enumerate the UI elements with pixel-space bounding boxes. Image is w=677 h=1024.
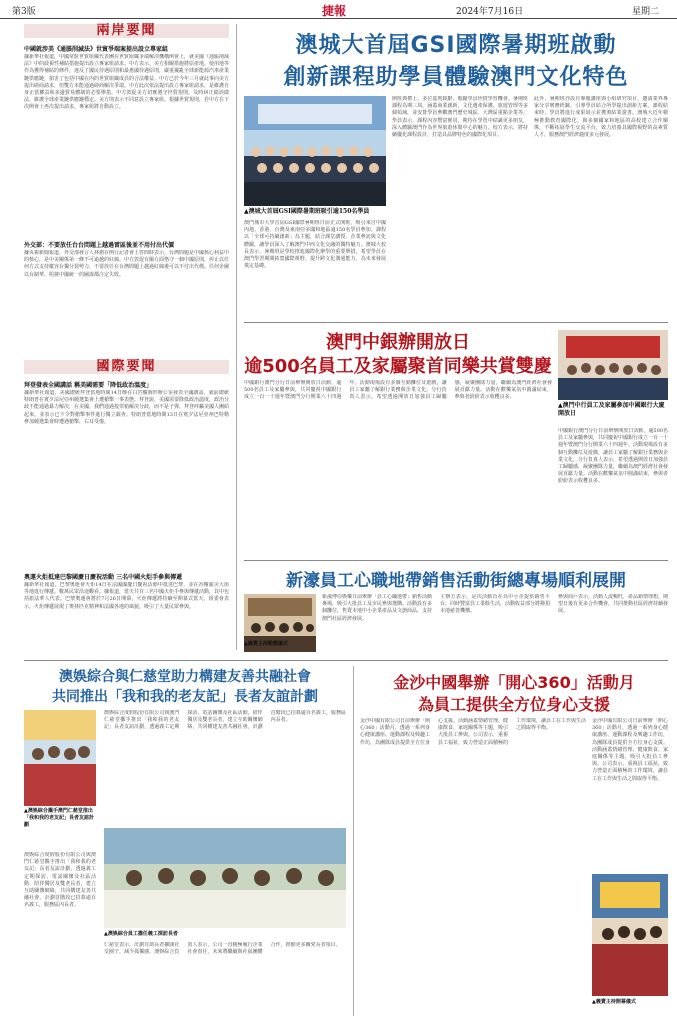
lead-body-col1: 澳門城市大學首屆GSI國際暑期班日前正式開班，吸引來自中國內地、香港、台灣及東南亞多國和地區逾150名學員參加。課程以「全球可持續創新」為主題，結合課堂講授、企業參訪與文化體驗，讓學員深入了解澳門中西文化交融的獨特魅力。澳城大校長表示，暑期班是學校推進國際化辦學的重要舉措，希望學員在澳門學習期間拓寬國際視野，提升跨文化溝通能力，為未來發展奠定基礎。 (244, 220, 386, 270)
article-title: 中國就涉美《通脹削減法》世貿爭端案提出設立專家組 (24, 46, 169, 53)
column-rule (236, 24, 237, 650)
section-international: 國際要聞 (24, 360, 229, 374)
lead-headline: 澳城大首屆GSI國際暑期班啟動 (295, 33, 617, 58)
sjm-body: 澳娛綜合度假股份有限公司與澳門仁慈堂攜手推出「我和我的老友記」長者友誼計劃，透過義工定期探訪、電話關懷及社區活動，陪伴獨居及雙老長者，建立互助關懷網絡，共同構建友善共融社會。計劃首階段已招募逾百名義工，服務區內長者。 (104, 710, 346, 731)
running-header (0, 0, 677, 19)
article-body: 據新華社報道，中國常駐世貿組織代表團在世貿組織爭端解決機構例會上，就美國《通脹削減法》中的歧視性補貼措施提出設立專家組請求。中方表示，美方相關措施將原產地、使用地等作為獲得補貼的條件，違反了國民待遇原則和最惠國待遇原則，嚴重擾亂全球新能源汽車產業鏈供應鏈，損害了包括中國在內的世貿組織成員的合法權益。中方已於今年三月就此事向美方提出磋商請求，但雙方未能通過磋商解決爭端。中方此次依法提出設立專家組請求，是維護自身正當權益和多邊貿易體制的必要舉措。中方敦促美方切實遵守世貿規則，及時糾正錯誤做法，維護全球產業鏈供應鏈穩定。美方則表示不同意設立專家組。根據世貿規則，若中方在下次例會上再次提出請求，專家組將自動設立。 (24, 54, 229, 111)
sands-photo-caption: ▲義賣主持開幕儀式 (592, 999, 636, 1005)
sjm-photo (24, 710, 96, 806)
issue-date: 2024年7月16日 (456, 7, 524, 17)
sjm-headline: 澳娛綜合與仁慈堂助力構建友善共融社會 (59, 669, 311, 685)
bank-body: 中國銀行澳門分行日前舉辦開放日活動，逾500名員工及家屬參與，共同慶祝中國銀行成立一百一十週年暨澳門分行開業六十四週年。活動現場設有多個互動攤位及遊戲，讓員工家屬了解銀行業務與企業文化。分行負責人表示，希望透過開放日加強員工歸屬感，凝聚團隊力量，繼續為澳門經濟社會發展貢獻力量。活動在歡樂氣氛中圓滿結束，參與者紛紛表示收穫良多。 (244, 380, 552, 401)
article-body: 據新華社報道，巴黎奧運會火炬14日在法國國慶日慶祝活動中抵達巴黎，並在香榭麗舍大街等地進行傳遞。數萬民眾沿途觀看。據報道，當天共有三名中國火炬手參與傳遞活動，其中包括旅法華人代表。巴黎奧運會將於7月26日開幕，火炬傳遞將持續至開幕式當天。組委會表示，火炬傳遞展現了奧林匹克精神和法國各地的風貌，吸引了大量民眾參與。 (24, 582, 229, 610)
newspaper-logo: 捷報 (322, 4, 347, 18)
bank-photo-caption: ▲澳門中行員工及家屬參加中國銀行大廈開放日 (558, 402, 665, 417)
column-rule (353, 666, 354, 1016)
sands-subheadline: 為員工提供全方位身心支援 (417, 695, 610, 714)
article-title: 外交部：不要放任台台問題上越過雷區後並不用付出代價 (24, 242, 175, 249)
sands-headline: 金沙中國舉辦「開心360」活動月 (393, 673, 635, 692)
section-cross-strait: 兩岸要聞 (24, 24, 229, 38)
story-divider (24, 660, 668, 661)
melco-body-a: 新濠博亞娛樂日前舉辦「員工心職地帶」銷售活動專場，吸引大批員工及市民參與選購。活動設有多個攤位，售賣本地中小企業產品及文創商品，支持澳門社區經濟發展。 (322, 594, 432, 622)
melco-headline: 新濠員工心職地帶銷售活動街總專場順利展開 (286, 571, 626, 591)
story-divider (244, 322, 668, 323)
lead-photo (244, 96, 386, 206)
sjm-photo-caption: ▲澳娛綜合攜手澳門仁慈堂推出「我和我的老友記」長者友誼計劃 (24, 808, 95, 828)
bank-subheadline: 逾500名員工及家屬聚首同樂共賞雙慶 (244, 356, 552, 377)
lead-subheadline: 創新課程助學員體驗澳門文化特色 (283, 65, 629, 90)
melco-body-b: 主辦方表示，是次活動旨在為中小企提供銷售平台，同時豐富員工業餘生活，活動收益部分將撥捐本地慈善機構。 (440, 594, 550, 615)
page-number: 第3版 (12, 7, 36, 17)
melco-photo-caption: ▲義賣主持勤懇儀式 (244, 641, 288, 647)
sjm-photo-2-caption: ▲澳娛綜合員工擔任義工探訪長者 (104, 931, 178, 937)
bank-photo (558, 330, 668, 400)
weekday: 星期二 (632, 7, 660, 17)
melco-body-c: 參與商戶表示，活動人流暢旺，產品銷情理想，期望日後有更多合作機會，共同推動社區經濟持續發展。 (558, 594, 668, 615)
article-body: 據新華社報道，美國總統拜登當地時間14日晚在白宮橢圓形辦公室發表全國講話，就前總統特朗普在賓夕法尼亞州競選集會上遭槍擊一事表態。拜登說，美國需要降低政治溫度，政治分歧不能通過暴力解決，在美國，我們通過投票箱解決分歧，而不是子彈。拜登呼籲美國人團結起來，並表示已下令對槍擊事件進行獨立調查。特朗普當地時間13日在賓夕法尼亞州巴特勒參加競選集會時遭遇槍擊，右耳受傷。 (24, 390, 229, 425)
sjm-photo-2 (104, 828, 346, 928)
lead-body-col3: 此外，暑期班亦設有專題講座與小組研究項目，邀請業界專家分享實務經驗，引導學員結合所學提出創新方案。課程結束時，學員將進行成果展示並獲頒結業證書。澳城大近年積極推動教育國際化，與多個國家和地區的高校建立合作關係，不斷拓展學生交流平台，致力培養具國際視野的高素質人才，服務澳門經濟適度多元發展。 (534, 96, 668, 139)
bank-body-side: 中國銀行澳門分行日前舉辦開放日活動，逾500名員工及家屬參與，共同慶祝中國銀行成立一百一十週年暨澳門分行開業六十四週年。活動現場設有多個互動攤位及遊戲，讓員工家屬了解銀行業務與企業文化。分行負責人表示，希望透過開放日加強員工歸屬感，凝聚團隊力量，繼續為澳門經濟社會發展貢獻力量。活動在歡樂氣氛中圓滿結束，參與者紛紛表示收穫良多。 (558, 428, 668, 485)
sjm-subheadline: 共同推出「我和我的老友記」長者友誼計劃 (52, 689, 318, 705)
bank-headline: 澳門中銀辦開放日 (326, 332, 470, 353)
sjm-body-side: 澳娛綜合度假股份有限公司與澳門仁慈堂攜手推出「我和我的老友記」長者友誼計劃，透過義工定期探訪、電話關懷及社區活動，陪伴獨居及雙老長者，建立互助關懷網絡，共同構建友善共融社會。計劃首階段已招募逾百名義工，服務區內長者。 (24, 852, 96, 909)
article-title: 拜登發表全國講話 稱美國需要「降低政治溫度」 (24, 382, 153, 389)
lead-body-col2: 開班典禮上，多位嘉賓致辭，勉勵學員珍惜學習機會。暑期班課程為期三周，涵蓋商業創新、文化遺產保護、旅遊管理等多個領域，並安排學員參觀澳門歷史城區、大灣區重點企業等。學員表示，課程內容豐富實用，期待在學習中結識更多朋友，深入體驗澳門作為世界旅遊休閒中心的魅力。校方表示，將持續優化課程設計，打造具品牌特色的國際化項目。 (392, 96, 528, 139)
sjm-body-2: 仁慈堂表示，計劃有助長者擴闊社交圈子，減少孤獨感。澳娛綜合負責人表示，公司一直積極履行企業社會責任，未來將繼續與社福團體合作，推動更多關愛長者項目。 (104, 942, 341, 956)
lead-photo-caption: ▲澳城大首屆GSI國際暑期班吸引逾150名學員 (244, 208, 370, 215)
article-title: 奧運火炬抵達巴黎國慶日慶祝活動 三名中國火炬手參與傳遞 (24, 574, 183, 581)
sands-photo (592, 874, 668, 996)
story-divider (244, 560, 668, 561)
sands-body-side: 金沙中國有限公司日前舉辦「開心360」活動月，透過一系列身心健康講座、運動課程及興趣工作坊，為團隊成員提供全方位身心支援。活動涵蓋情緒管理、健康飲食、家庭關係等主題，吸引大批員工參與。公司表示，重視員工福祉，致力營造正面積極的工作環境，讓員工在工作與生活之間取得平衡。 (592, 718, 668, 782)
sands-body: 金沙中國有限公司日前舉辦「開心360」活動月，透過一系列身心健康講座、運動課程及興趣工作坊，為團隊成員提供全方位身心支援。活動涵蓋情緒管理、健康飲食、家庭關係等主題，吸引大批員工參與。公司表示，重視員工福祉，致力營造正面積極的工作環境，讓員工在工作與生活之間取得平衡。 (360, 718, 586, 746)
article-body: 據央視新聞報道，外交部發言人林劍在例行記者會上答問時表示，台灣問題是中國核心利益中的核心，是中美關係第一條不可逾越的紅線。中方敦促有關方面恪守一個中國原則，停止以任何方式支持縱容台獨分裂勢力，不要放任在台灣問題上越過紅線後可以不付出代價。任何企圖以台制華、阻撓中國統一的圖謀都注定失敗。 (24, 250, 229, 278)
